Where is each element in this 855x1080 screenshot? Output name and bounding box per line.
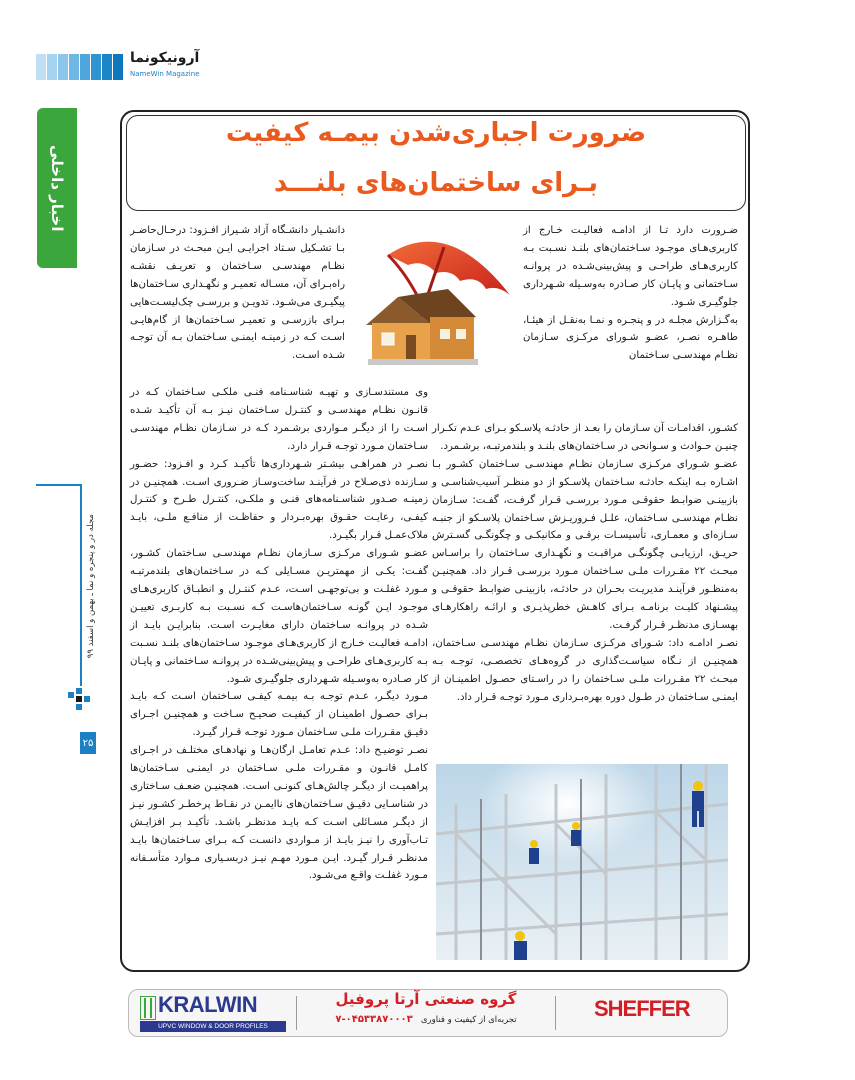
side-rule-top — [36, 484, 82, 486]
column-right-lower — [432, 420, 738, 707]
column-left-lower — [130, 384, 428, 885]
paragraph: عضـو شـورای مرکـزی سـازمان نظـام مهندسـی سـاختمان کشـور بـا اشـاره بـه اینکـه حادثـه سـاختمان پلاسـکو از دو منظـر آسیب‌شناسـی و بازبینـی ضوابـط حقوقـی مـورد بررسـی قـرار گرفـت، گفـت: سـازمان نظـام مهندسـی سـاختمان، علـل فـروریـزش سـاختمان پلاسـکو از جنبـه سـازه‌ای و معمـاری، تأسیسـات برقـی و مکانیکـی و چگونگـی گسـترش حریـق، ارزیابـی چگونگـی مراقبـت و نگهـداری سـاختمان را براسـاس مبحـث ۲۲ مقـررات ملـی سـاختمان مـورد بررسـی قـرار داد. همچنیـن به‌منظـور فرآینـد مدیریـت بحـران در حادثـه، بازبینـی ضوابـط حقوقـی و پیشـنهاد کلیـت برنامـه بـرای کاهـش خطرپذیـری و ارائـه راهکارهـای بهسـازی مدنظـر قـرار گرفـت. — [432, 458, 738, 631]
paragraph: مـورد دیگـر، عـدم توجـه بـه بیمـه کیفـی سـاختمان اسـت کـه بایـد بـرای حصـول اطمینـان از کیفیـت صحیـح سـاخت و همچنیـن اجـرای دقیـق مقـررات ملـی سـاختمان مـورد توجـه قـرار گیـرد. — [130, 691, 428, 739]
divider — [555, 996, 556, 1030]
article-title-line2: بـرای ساختمان‌های بلنـــد — [273, 168, 599, 198]
band-segment — [69, 54, 79, 80]
paragraph: ضـرورت دارد تـا از ادامـه فعالیـت خـارج از کاربری‌هـای موجـود سـاختمان‌های بلنـد نسـبت بـه کاربری‌هـای طراحـی و پیش‌بینی‌شـده در پروانـه سـاختمانی و پایـان کار صـادره به‌وسـیله شـهرداری جلوگیـری شـود. — [523, 225, 738, 308]
band-segment — [102, 54, 112, 80]
column-right-top — [523, 222, 738, 365]
issue-info — [84, 486, 98, 686]
column-left-top — [130, 222, 345, 365]
band-segment — [91, 54, 101, 80]
band-segment — [80, 54, 90, 80]
construction-scaffolding-image — [436, 764, 728, 960]
band-segment — [58, 54, 68, 80]
artaprofil-tagline: تجربه‌ای از کیفیت و فناوری — [420, 1015, 517, 1025]
band-segment — [36, 54, 46, 80]
kralwin-brand: KRALWIN — [158, 992, 258, 1017]
section-tab — [37, 108, 77, 268]
magazine-logo-subtitle: NameWin Magazine — [130, 70, 200, 78]
sheffer-brand: SHEFFER — [594, 996, 690, 1021]
paragraph: عضـو شـورای مرکـزی سـازمان نظـام مهندسـی سـاختمان کشـور، گفـت: یکـی از مهمتریـن مسـایلی کـه در سـاختمان‌های بلندمرتبـه مـورد غفلـت و بی‌توجهـی اسـت، عـدم کنتـرل و انطبـاق کاربری‌هـای موجـود ایـن گونـه سـاختمان‌هاسـت کـه نسـبت بـه کاربـری تعییـن شـده در پروانـه سـاختمان دارای مغایـرت اسـت. بنابرایـن بایـد از ادامـه فعالیـت خـارج از کاربری‌هـای موجـود سـاختمان‌های بلنـد نسـبت بـه کاربری‌هـای طراحـی و پیش‌بینی‌شـده در پروانـه سـاختمانی و پایـان کار صـادره به‌وسـیله شـهرداری جلوگیـری شـود. — [130, 548, 428, 685]
paragraph: وی مستندسـازی و تهیـه شناسـنامه فنـی ملکـی سـاختمان کـه در قانـون نظـام مهندسـی و کنتـرل سـاختمان نیـز بـه آن تأکیـد شـده اسـت را از دیگـر مـواردی برشـمرد کـه در سـازمان نظـام مهندسـی سـاختمان مـورد توجـه قـرار دارد. — [130, 387, 428, 452]
paragraph: به‌گـزارش مجلـه در و پنجـره و نمـا به‌نقـل از هیئـا، طاهـره نصـر، عضـو شـورای مرکـزی سـازمان نظـام مهندسـی سـاختمان — [523, 314, 738, 362]
magazine-mark-icon — [68, 688, 90, 710]
band-segment — [113, 54, 123, 80]
paragraph: کشـور، اقدامـات آن سـازمان را بعـد از حادثـه پلاسـکو بـرای عـدم تکـرار چنیـن حـوادث و سـوانحی در سـاختمان‌های بلنـد و بلندمرتبـه، برشـمرد. — [432, 423, 738, 452]
magazine-logo: آرونیکونما — [130, 50, 200, 66]
paragraph: دانشـیار دانشـگاه آزاد شـیراز افـزود: درحـال‌حاضـر بـا تشـکیل سـتاد اجرایـی ایـن مبحـث در سـازمان نظـام مهندسـی سـاختمان و تعریـف نقشـه راه‌بـرای آن، مسـاله تعمیـر و نگهـداری سـاختمان‌ها پیگیـری می‌شـود. تدویـن و بررسـی چک‌لیسـت‌هایی بـرای بازرسـی و تعمیـر سـاختمان‌ها از گام‌هایـی اسـت کـه در زمینـه ایمنـی سـاختمان بـه آن توجـه شـده اسـت. — [130, 225, 345, 362]
page-number: ۲۵ — [80, 732, 96, 754]
article-title-line1: ضرورت اجباری‌شدن بیمـه کیفیت — [225, 118, 647, 148]
artaprofil-brand: گروه صنعتی آرتا پروفیل — [335, 990, 517, 1008]
band-segment — [47, 54, 57, 80]
artaprofil-phone: ۰۴۵۳۳۸۷۰۰۰۳-۷ — [335, 1014, 413, 1025]
section-tab-label: اخبار داخلی — [48, 144, 66, 232]
kralwin-tagline: UPVC WINDOW & DOOR PROFILES — [140, 1021, 286, 1032]
paragraph: نصـر ادامـه داد: شـورای مرکـزی سـازمان نظـام مهندسـی سـاختمان، همچنیـن از نـگاه سیاسـت‌گذاری در گروه‌هـای تخصصـی، توجـه بـه مبحـث ۲۲ مقـررات ملـی سـاختمان را در راسـتای حصـول اطمینـان از ایمنـی سـاختمان در طـول دوره بهره‌بـرداری مـورد توجـه قـرار داد. — [432, 637, 739, 703]
kralwin-logo-icon — [140, 996, 156, 1020]
paragraph: نصـر توضیـح داد: عـدم تعامـل ارگان‌هـا و نهادهـای مختلـف در اجـرای کامـل قانـون و مقـررات ملـی سـاختمان در ایمنـی سـاختمان‌ها پراهمیـت از دیگـر چالش‌هـای کنونـی اسـت. همچنیـن ضعـف سـاختاری در شناسـایی دقیـق سـاختمان‌های ناایمـن در نقـاط پرخطـر کشـور نیـز از دیگـر مسـائلی اسـت کـه بایـد مدنظـر باشـد. تأکیـد بـر افزایـش تـاب‌آوری را نیـز بایـد از مـواردی دانسـت کـه بـرای سـاختمان‌ها بایـد مدنظـر قـرار گیـرد. ایـن مـورد مهـم نیـز دربسـیاری مـوارد متأسـفانه مـورد غفلـت واقـع می‌شـود. — [130, 745, 428, 882]
paragraph: نصـر در همراهـی بیشـتر شـهرداری‌ها تأکیـد کـرد و افـزود: حضـور سـازنده ذی‌صـلاح در فرآینـد ساخت‌وسـاز ضـروری اسـت. همچنیـن در زمینـه صـدور شناسـنامه‌های فنـی و ملکـی، کنتـرل طـرح و کنتـرل کیفـی، رعایـت حقـوق بهره‌بـردار و حفاظـت از منافـع ملـی، بایـد ملاک‌عمـل قـرار بگیـرد. — [130, 458, 428, 542]
house-umbrella-image — [348, 225, 520, 383]
divider — [296, 996, 297, 1030]
issue-info-text: مجله در و پنجره و نما ـ بهمن و اسفند ۹۹ — [86, 513, 96, 659]
artaprofil-info — [300, 1014, 552, 1025]
header-color-band — [36, 54, 128, 80]
side-rule — [80, 484, 82, 686]
